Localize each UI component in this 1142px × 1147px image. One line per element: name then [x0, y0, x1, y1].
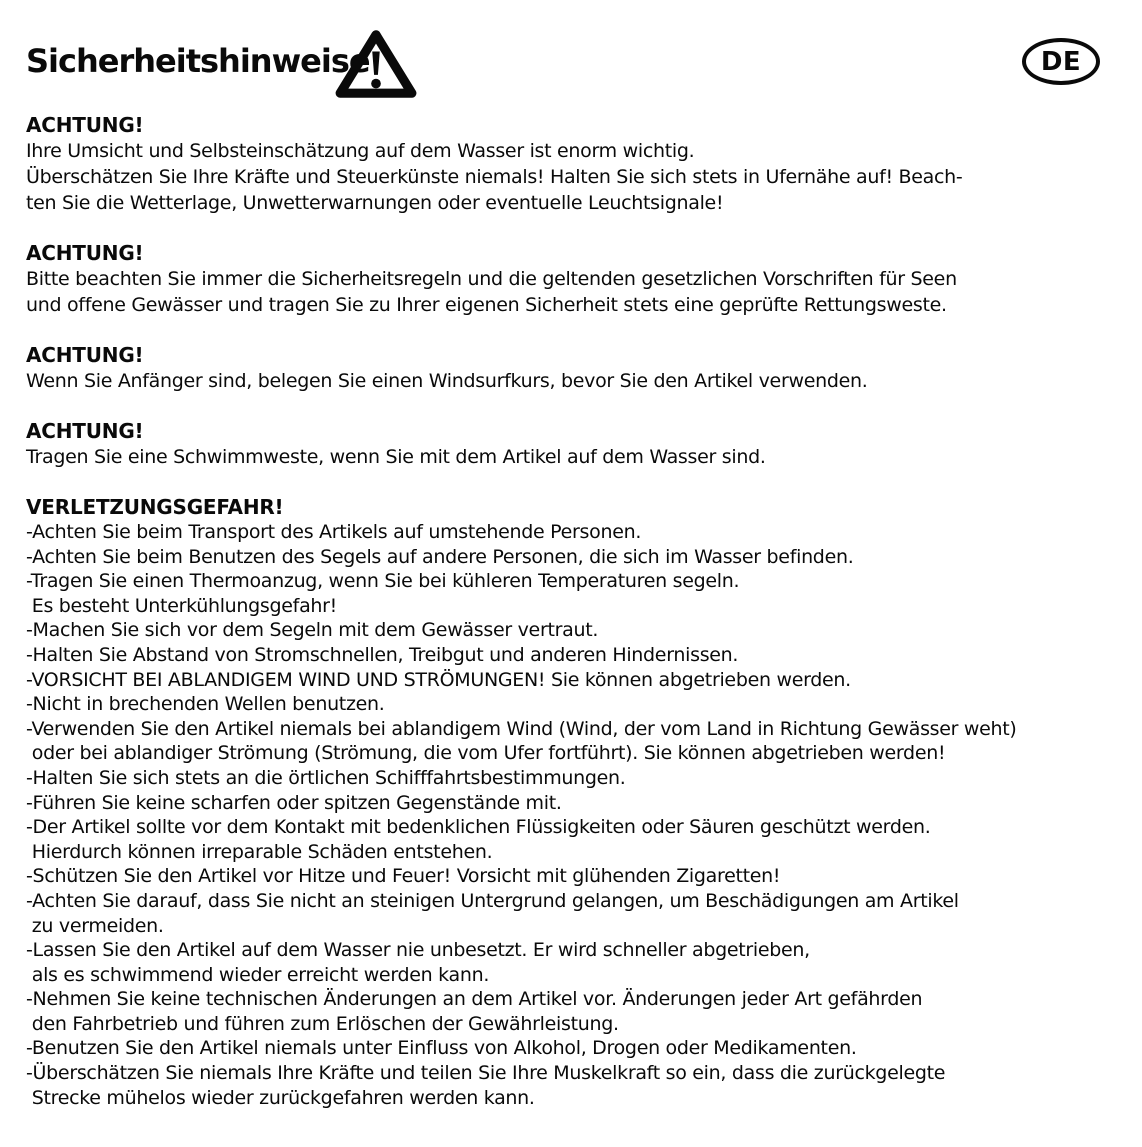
language-badge: [1022, 38, 1100, 85]
text-line: -Machen Sie sich vor dem Segeln mit dem Gewässer vertraut.: [26, 619, 599, 642]
safety-section: [26, 418, 1138, 470]
text-line: Überschätzen Sie Ihre Kräfte und Steuerkünste niemals! Halten Sie sich stets in Ufernähe auf! Beach-: [26, 166, 963, 188]
text-line: Tragen Sie eine Schwimmweste, wenn Sie mit dem Artikel auf dem Wasser sind.: [26, 446, 766, 468]
safety-section: [26, 112, 1138, 216]
text-line: -Schützen Sie den Artikel vor Hitze und Feuer! Vorsicht mit glühenden Zigaretten!: [26, 865, 781, 888]
safety-section: [26, 342, 1138, 394]
text-line: Wenn Sie Anfänger sind, belegen Sie einen Windsurfkurs, bevor Sie den Artikel verwenden.: [26, 370, 868, 392]
warning-triangle-icon: [334, 29, 418, 99]
page-title: Sicherheitshinweise: [26, 42, 370, 80]
text-line: -Nicht in brechenden Wellen benutzen.: [26, 693, 385, 716]
text-line: -Nehmen Sie keine technischen Änderungen an dem Artikel vor. Änderungen jeder Art gefährden: [26, 988, 923, 1011]
text-line: -Halten Sie sich stets an die örtlichen Schifffahrtsbestimmungen.: [26, 766, 626, 789]
text-line: -Überschätzen Sie niemals Ihre Kräfte und teilen Sie Ihre Muskelkraft so ein, dass die zurückgelegte: [26, 1062, 946, 1085]
text-line: -Der Artikel sollte vor dem Kontakt mit bedenklichen Flüssigkeiten oder Säuren geschützt werden.: [26, 816, 931, 839]
text-line: Es besteht Unterkühlungsgefahr!: [26, 594, 337, 617]
text-line: und offene Gewässer und tragen Sie zu Ihrer eigenen Sicherheit stets eine geprüfte Rettungsweste.: [26, 294, 947, 316]
text-line: als es schwimmend wieder erreicht werden kann.: [26, 963, 490, 986]
text-line: -Achten Sie darauf, dass Sie nicht an steinigen Untergrund gelangen, um Beschädigungen am Artikel: [26, 889, 959, 912]
text-line: -Tragen Sie einen Thermoanzug, wenn Sie bei kühleren Temperaturen segeln.: [26, 570, 740, 593]
sections-container: [26, 112, 1138, 1110]
text-line: Hierdurch können irreparable Schäden entstehen.: [26, 840, 493, 863]
text-line: Strecke mühelos wieder zurückgefahren werden kann.: [26, 1086, 535, 1109]
text-line: -Halten Sie Abstand von Stromschnellen, Treibgut und anderen Hindernissen.: [26, 643, 739, 666]
text-line: -Führen Sie keine scharfen oder spitzen Gegenstände mit.: [26, 791, 562, 814]
section-heading: ACHTUNG!: [26, 113, 144, 137]
language-badge-label: DE: [1040, 46, 1082, 77]
text-line: -Benutzen Sie den Artikel niemals unter Einfluss von Alkohol, Drogen oder Medikamenten.: [26, 1037, 857, 1060]
text-line: -Achten Sie beim Transport des Artikels auf umstehende Personen.: [26, 521, 642, 543]
safety-section: [26, 240, 1138, 318]
text-line: Ihre Umsicht und Selbsteinschätzung auf dem Wasser ist enorm wichtig.: [26, 140, 695, 162]
safety-section: [26, 494, 1138, 1110]
text-line: -Lassen Sie den Artikel auf dem Wasser nie unbesetzt. Er wird schneller abgetrieben,: [26, 939, 810, 962]
text-line: zu vermeiden.: [26, 914, 164, 937]
text-line: oder bei ablandiger Strömung (Strömung, die vom Ufer fortführt). Sie können abgetrieben werden!: [26, 742, 946, 765]
text-line: -Verwenden Sie den Artikel niemals bei ablandigem Wind (Wind, der vom Land in Richtung Gewässer weht): [26, 717, 1017, 740]
text-line: Bitte beachten Sie immer die Sicherheitsregeln und die geltenden gesetzlichen Vorschriften für Seen: [26, 268, 957, 290]
text-line: ten Sie die Wetterlage, Unwetterwarnungen oder eventuelle Leuchtsignale!: [26, 192, 724, 214]
section-heading: VERLETZUNGSGEFAHR!: [26, 495, 284, 519]
section-heading: ACHTUNG!: [26, 419, 144, 443]
text-line: den Fahrbetrieb und führen zum Erlöschen der Gewährleistung.: [26, 1012, 619, 1035]
text-line: -VORSICHT BEI ABLANDIGEM WIND UND STRÖMUNGEN! Sie können abgetrieben werden.: [26, 668, 851, 691]
text-line: -Achten Sie beim Benutzen des Segels auf andere Personen, die sich im Wasser befinden.: [26, 545, 854, 568]
section-heading: ACHTUNG!: [26, 343, 144, 367]
section-heading: ACHTUNG!: [26, 241, 144, 265]
